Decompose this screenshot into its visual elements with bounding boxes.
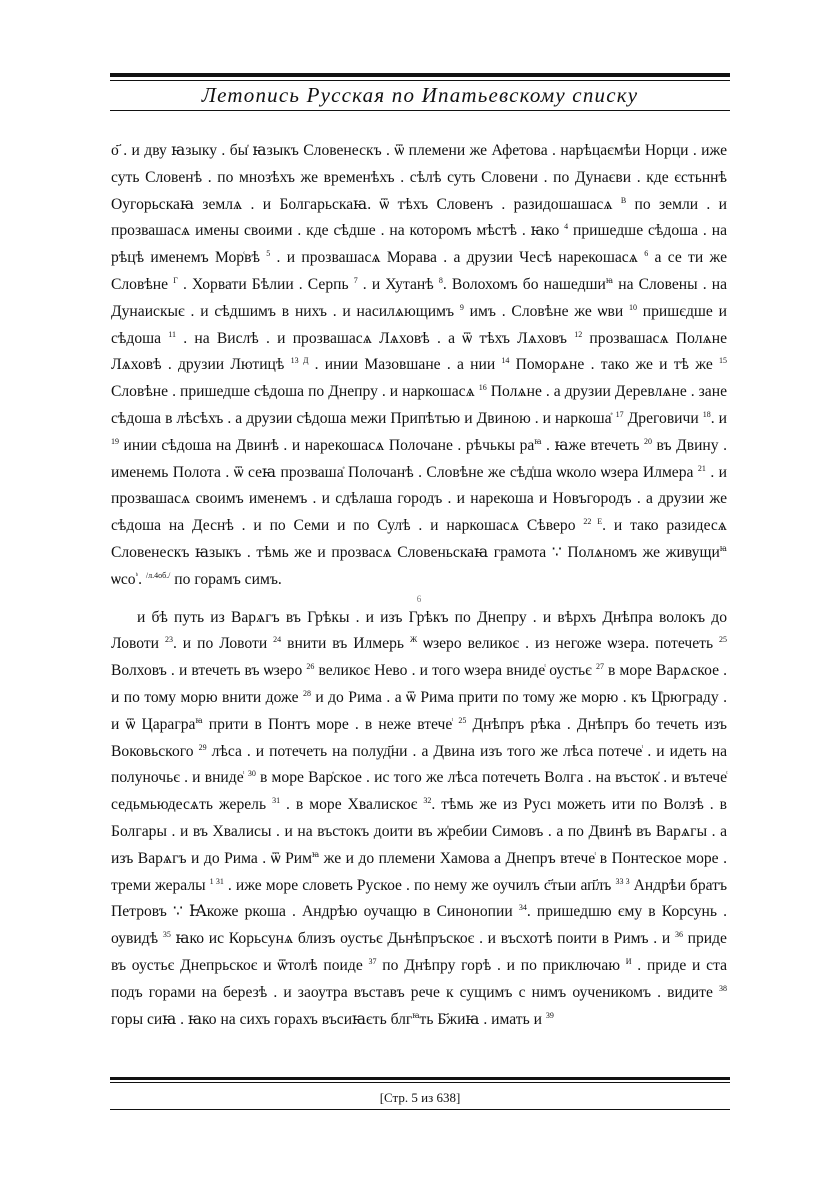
superscript: ꙗ: [311, 849, 320, 859]
footnote-ref: 39: [545, 1010, 554, 1020]
footnote-ref: В: [620, 195, 627, 205]
header-rule-thick: [110, 73, 730, 77]
text-run: горы сиꙗ . ꙗко на сихъ горахъ въсиꙗєть блг: [111, 1010, 413, 1028]
text-run: ꙗко ис Корьсунѧ близъ оустьє Дьнѣпръскоє . и въсхотѣ поити в Римъ . и: [170, 930, 675, 948]
footnote-ref: 8: [438, 275, 443, 285]
footnote-ref: 12: [574, 329, 583, 339]
text-run: .: [138, 570, 146, 588]
footnote-ref: 30: [247, 769, 256, 779]
text-run: по горамъ симъ.: [170, 570, 282, 588]
text-run: в Понтеское море . треми жералы: [111, 849, 727, 894]
text-run: ѡзеро великоє . из негоже ѡзера. потечеть: [417, 635, 720, 653]
text-run: ша ѡколо ѡзера Илмера: [533, 463, 698, 481]
footnote-ref: 4: [564, 222, 569, 232]
footnote-ref: ꙗ: [534, 436, 542, 446]
page-marker: 6: [416, 593, 422, 604]
text-run: . ꙗже втечеть: [541, 436, 645, 454]
text-run: . и прозвашасѧ своимъ именемъ . и сдѣлаша городъ . и нарекоша и Новъгородъ . а друзии же сѣдоша на Деснѣ . и по Семи и по Сулѣ . и наркошасѧ Сѣверо: [111, 463, 727, 535]
superscript: ᵇ: [135, 570, 139, 580]
footnote-ref: 27: [595, 661, 604, 671]
footnote-ref: 19: [111, 436, 119, 446]
footnote-ref: 9: [459, 302, 464, 312]
text-run: на Словены . на Дунаискыє . и сѣдшимъ в нихъ . и насилѧющимъ: [111, 275, 727, 320]
footnote-ref: Г: [173, 275, 178, 285]
footnote-ref: 36: [674, 929, 683, 939]
footnote-ref: 33 3: [615, 876, 630, 886]
text-run: вѣ: [244, 249, 267, 267]
text-run: . и тако разидесѧ Словенескъ ꙗзыкъ . тѣмь же и прозвасѧ Словеньскаꙗ грамота ∵ Полѧномъ же живущи: [111, 517, 727, 561]
text-run: о҃ . и дву ꙗзыку . бы: [111, 142, 249, 159]
text-run: . и по Ловоти: [172, 635, 274, 653]
text-run: ть Б҃жиꙗ . имать и: [419, 1010, 546, 1028]
text-run: по земли . и прозвашасѧ имены своими . кде сѣдше . на которомъ мѣстѣ . ꙗко: [111, 195, 727, 240]
footnote-ref: ꙗ: [412, 1010, 420, 1020]
text-run: пришєдше и сѣдоша: [111, 302, 727, 347]
text-run: рюграду . и ѿ Царагра: [111, 688, 727, 733]
footnote-ref: 29: [198, 742, 207, 752]
text-run: . приде и ста подъ горами на березѣ . и заоутра въставъ рече к сущимъ с нимъ оученикомъ . видите: [111, 956, 728, 1001]
text-run: . пришедшю єму в Корсунь . оувидѣ: [111, 903, 728, 948]
text-run: и до Рима . а ѿ Рима прити по тому же морю . къ Ц: [310, 688, 663, 706]
text-run: в море Вар: [255, 769, 334, 787]
superscript: 20: [644, 436, 653, 446]
text-run: . тѣмь же из Русı можеть ити по Волзѣ . в Болгары . и въ Хвалисы . и на въстокъ доити въ ж: [111, 796, 727, 840]
text-run: лѣса . и потечеть на полуд҃ни . а Двина изъ того же лѣса потече: [206, 742, 643, 760]
text-run: инии сѣдоша на Двинѣ . и нарекошасѧ Полочане . рѣчькы ра: [119, 436, 535, 454]
footnote-ref: 16: [478, 382, 487, 392]
text-run: внити въ Илмерь: [281, 635, 410, 653]
footnote-ref: 18: [702, 409, 711, 419]
text-run: седьмьюдесѧть жерель: [111, 796, 273, 814]
footnote-ref: 38: [719, 983, 727, 993]
footnote-ref: 37: [368, 956, 377, 966]
footnote-ref: 10: [628, 302, 637, 312]
text-run: прозвашасѧ Полѧне Лѧховѣ . друзии Лютицѣ: [111, 329, 727, 374]
footnote-ref: 25: [719, 635, 728, 645]
text-run: ребии Симовъ . а по Двинѣ въ Варѧгы . а изъ Варѧгъ и до Рима . ѿ Рим: [111, 822, 727, 867]
superscript: 17: [615, 409, 624, 419]
text-run: Поморѧне . тако же и тѣ же: [509, 356, 719, 374]
header-underline: [110, 110, 730, 111]
footer-underline: [110, 1109, 730, 1110]
text-run: . Хорвати Бѣлии . Серпь: [177, 275, 354, 293]
text-run: Дреговичи: [623, 409, 703, 427]
text-run: въ Двину . именемь Полота . ѿ сеꙗ прозваша: [111, 436, 727, 481]
footer-rule-thin: [110, 1082, 730, 1083]
chronicle-text: [111, 138, 727, 1033]
page-title: Летопись Русская по Ипатьевскому списку: [201, 83, 639, 107]
footnote-ref: 6: [644, 249, 649, 258]
text-run: Словѣне . пришедше сѣдоша по Днепру . и наркошасѧ: [111, 383, 479, 401]
text-run: имъ . Словѣне же ѡви: [463, 302, 629, 320]
text-run: . Волохомъ бо нашедши: [442, 275, 606, 293]
text-run: Днѣпръ рѣка . Днѣпръ бо течеть изъ Воковьского: [111, 715, 727, 760]
footnote-ref: И: [625, 956, 632, 966]
text-run: Волховъ . и втечеть въ ѡзеро: [111, 662, 307, 680]
text-run: . и Хутанѣ: [357, 275, 439, 293]
footnote-ref: Ж: [409, 635, 418, 645]
footnote-ref: 7: [353, 275, 358, 285]
text-run: же и до племени Хамова а Днепръ втече: [319, 849, 596, 867]
footnote-ref: 25: [458, 715, 467, 725]
text-run: прити в Понтъ море . в неже втече: [202, 715, 453, 733]
text-run: . на Вислѣ . и прозвашасѧ Лѧховѣ . а ѿ тѣхъ Лѧховъ: [175, 329, 575, 347]
paragraph-1: [111, 138, 727, 594]
footnote-ref: 32: [423, 795, 432, 805]
footer-rule-thick: [110, 1077, 730, 1080]
text-run: Андрѣи братъ Петровъ ∵ Ꙗкоже ркоша . Андрѣю оучащю в Синонопии: [111, 876, 728, 921]
footnote-ref: 14: [501, 356, 510, 366]
superscript: /л.4об./: [145, 570, 171, 580]
text-run: пришедше сѣдоша . на рѣцѣ именемъ Мор: [111, 222, 727, 267]
footnote-ref: 23: [164, 635, 173, 645]
footnote-ref: 35: [162, 929, 171, 939]
text-run: . инии Мазовшане . а нии: [308, 356, 502, 374]
text-run: ѡсо: [111, 570, 136, 588]
header-rule-thin: [110, 80, 730, 81]
paragraph-2: [111, 605, 727, 1034]
text-run: великоє Нево . и того ѡзера вниде: [314, 662, 546, 680]
footnote-ref: 13 Д: [290, 356, 309, 366]
text-run: в море Варѧское . и по тому морю внити доже: [111, 662, 728, 706]
superscript: ꙗ: [605, 275, 614, 285]
footnote-ref: 1 31: [209, 876, 224, 886]
text-run: ꙗзыкъ Словенескъ . ѿ племени же Афетова . нарѣцаємѣи Норци . иже суть Словенѣ . по мнозѣхъ же временѣхъ . сѣлѣ суть Словени . по Дунаєви . кде єстьннѣ Оугорьскаꙗ землѧ . и Болгарьскаꙗ. ѿ тѣхъ Словенъ . разидошашасѧ: [111, 142, 728, 213]
text-run: . и вътече: [659, 769, 728, 787]
text-run: а се ти же Словѣне: [111, 249, 727, 293]
page-counter: [Стр. 5 из 638]: [379, 1090, 461, 1105]
text-run: Полочанѣ . Словѣне же сѣд: [343, 463, 534, 481]
text-run: и бѣ путь из Варѧгъ въ Грѣкы . и изъ Грѣкъ по Днепру . и вѣрхъ Днѣпра волокъ до Ловоти: [111, 608, 727, 653]
footnote-ref: 22 Е: [583, 516, 603, 526]
footnote-ref: 24: [273, 635, 282, 645]
footnote-ref: 11: [168, 329, 176, 339]
footnote-ref: 31: [272, 795, 281, 805]
text-run: по Днѣпру горѣ . и по приключаю: [376, 956, 626, 974]
footnote-ref: 5: [266, 249, 271, 258]
footnote-ref: 34: [518, 903, 527, 913]
text-run: приде въ оустьє Днепрьскоє и ѿтолѣ поиде: [111, 930, 727, 974]
footnote-ref: 15: [719, 356, 727, 366]
footnote-ref: 26: [306, 661, 315, 671]
text-run: . и прозвашасѧ Морава . а друзии Чесѣ нарекошасѧ: [270, 249, 645, 267]
superscript: 21: [697, 463, 706, 473]
text-run: . и: [710, 409, 727, 427]
text-run: . в море Хвалискоє: [280, 796, 424, 814]
superscript: ꙗ: [195, 715, 203, 725]
text-run: Полѧне . а друзии Деревлѧне . зане сѣдоша в лѣсѣхъ . а друзии сѣдоша межи Припѣтью и Двиною . и наркоша: [111, 383, 727, 427]
text-run: . и идеть на полуночьє . и вниде: [111, 742, 728, 787]
text-run: ское . ис того же лѣса потечеть Волга . на въсток: [333, 769, 660, 787]
text-run: оустьє: [545, 662, 596, 680]
footnote-ref: ꙗ: [719, 543, 727, 553]
text-run: . иже море словеть Руское . по нему же оучилъ с҃тыи ап҃лъ: [223, 876, 616, 894]
footnote-ref: 28: [302, 688, 311, 698]
